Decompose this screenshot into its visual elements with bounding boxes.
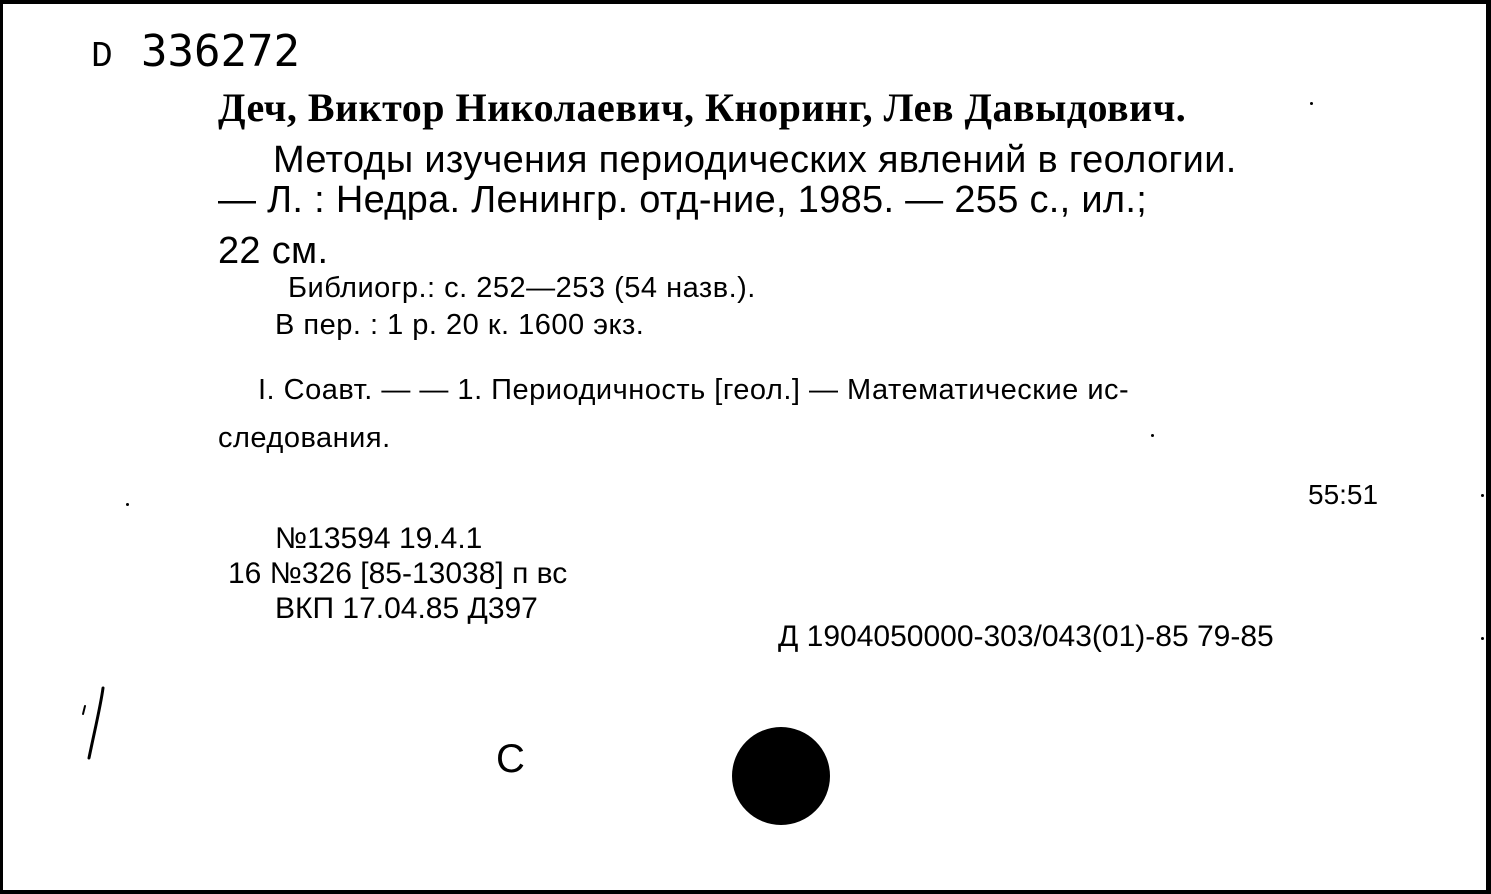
accession-line: ВКП 17.04.85 Д397	[275, 592, 538, 625]
title-line: — Л. : Недра. Ленингр. отд-ние, 1985. — 255 с., ил.;	[218, 179, 1148, 221]
accession-line: 16 №326 [85-13038] п вс	[228, 557, 568, 590]
call-number-prefix: D	[91, 36, 115, 77]
title-line: 22 см.	[218, 230, 329, 272]
bibliography-note: Библиогр.: с. 252—253 (54 назв.).	[288, 272, 756, 304]
filled-circle-icon	[732, 727, 830, 825]
speck	[1481, 637, 1484, 640]
title-line: Методы изучения периодических явлений в геологии.	[273, 139, 1237, 181]
speck	[1151, 434, 1154, 437]
bottom-letter: С	[496, 737, 525, 781]
accession-line: №13594 19.4.1	[275, 522, 483, 555]
speck	[1310, 102, 1313, 105]
speck	[1481, 494, 1484, 497]
handwritten-stroke-icon	[73, 684, 123, 764]
price-line: В пер. : 1 р. 20 к. 1600 экз.	[275, 309, 645, 341]
isbn-line: Д 1904050000-303/043(01)-85 79-85	[778, 620, 1274, 653]
call-number-value: 336272	[141, 26, 300, 77]
call-number	[91, 26, 300, 77]
subject-tracing-line: следования.	[218, 422, 391, 454]
classification-number: 55:51	[1308, 479, 1379, 510]
subject-tracing-line: I. Соавт. — — 1. Периодичность [геол.] — Математические ис-	[258, 374, 1130, 406]
authors-heading: Деч, Виктор Николаевич, Кноринг, Лев Давыдович.	[218, 85, 1187, 130]
speck	[126, 503, 129, 506]
